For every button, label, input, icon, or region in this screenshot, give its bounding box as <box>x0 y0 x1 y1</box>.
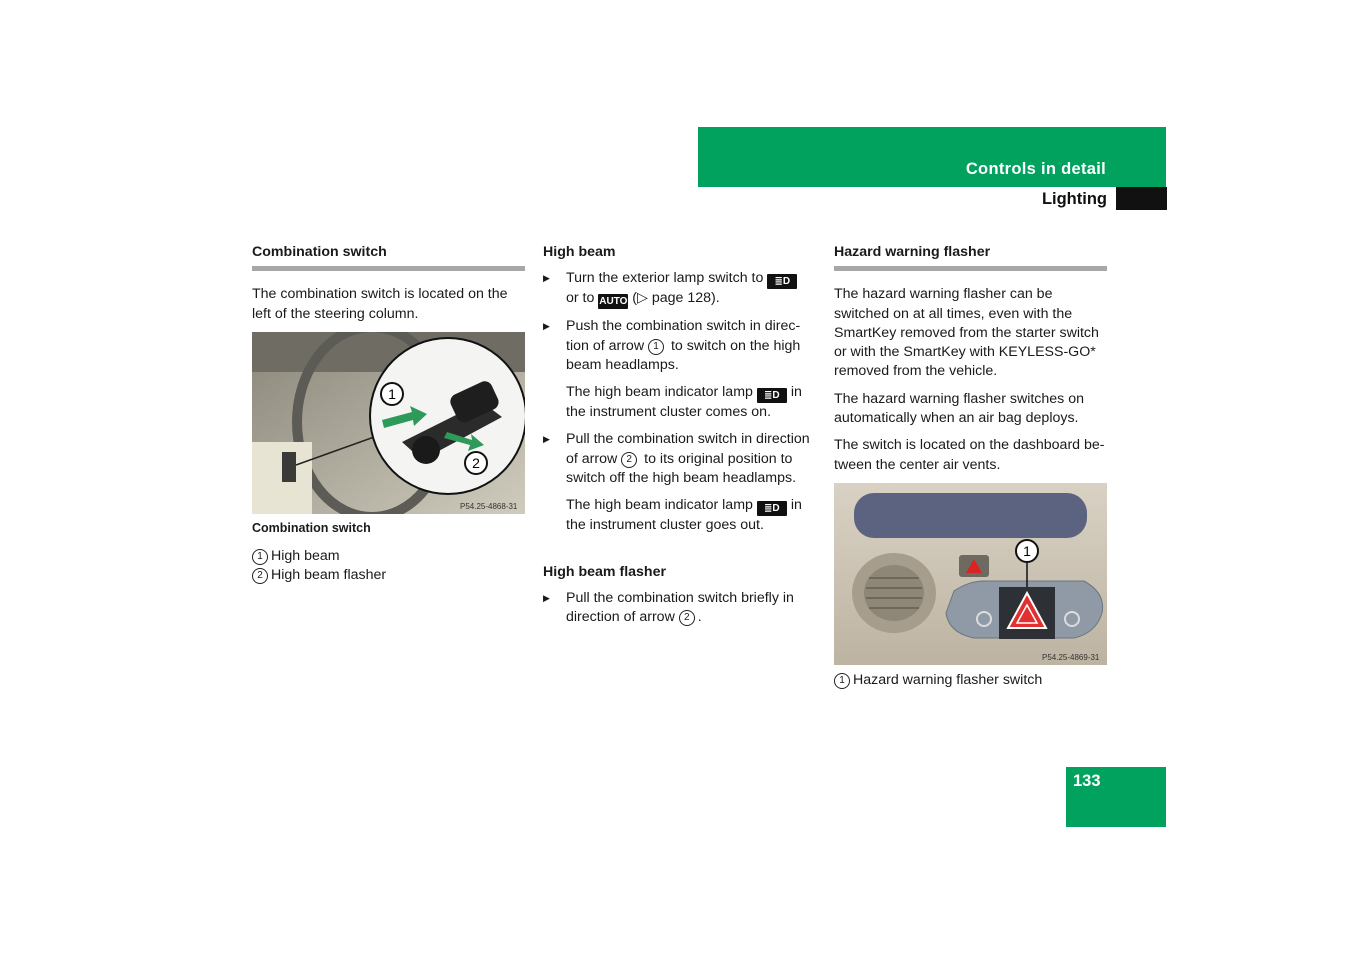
heading-hazard: Hazard warning flasher <box>834 243 1107 271</box>
legend-item: 2 High beam flasher <box>252 566 525 585</box>
heading-combination-switch: Combination switch <box>252 243 525 271</box>
step-pull-switch: ▶ Pull the combination switch in direction of arrow 2 to its original position to switch off the high beam headlamps. <box>543 430 815 488</box>
combination-switch-intro: The combination switch is located on the left of the steering column. <box>252 286 508 322</box>
high-beam-indicator-icon: ≣D <box>757 501 787 516</box>
column-combination-switch <box>252 243 525 586</box>
hazard-switch-image <box>834 483 1107 665</box>
section-tab <box>1116 187 1167 210</box>
header-band <box>698 127 1166 187</box>
heading-high-beam-flasher: High beam flasher <box>543 563 666 580</box>
hazard-p3: The switch is located on the dashboard be-tween the center air vents. <box>834 437 1105 473</box>
column-hazard <box>834 243 1107 690</box>
step-push-switch: ▶ Push the combination switch in direc-tion of arrow 1 to switch on the high beam headlamps. <box>543 317 815 375</box>
image-caption: Combination switch <box>252 520 371 535</box>
note-indicator-off: The high beam indicator lamp ≣D in the instrument cluster goes out. <box>566 497 802 534</box>
callout-1: 1 <box>388 385 396 402</box>
legend-item: 1 Hazard warning flasher switch <box>834 671 1107 690</box>
hazard-p1: The hazard warning flasher can be switched on at all times, even with the SmartKey removed from the starter switch or with the SmartKey with KEYLESS-GO* removed from the vehicle. <box>834 286 1099 380</box>
page-number-box <box>1066 767 1166 827</box>
step-flasher: ▶ Pull the combination switch briefly in direction of arrow 2 . <box>543 589 815 628</box>
callout-1: 1 <box>1023 542 1031 559</box>
step-turn-lamp-switch: ▶ Turn the exterior lamp switch to ≣D or to AUTO (▷ page 128). <box>543 269 815 309</box>
page-number: 133 <box>1073 772 1101 790</box>
callout-2: 2 <box>472 454 480 471</box>
image-code: P54.25-4868-31 <box>460 501 518 511</box>
high-beam-headlamp-icon: ≣D <box>767 274 797 289</box>
auto-light-icon: AUTO <box>599 296 628 308</box>
legend-item: 1 High beam <box>252 547 525 566</box>
subsection-title: Lighting <box>1041 190 1107 208</box>
combination-switch-image <box>252 332 525 514</box>
heading-high-beam: High beam <box>543 244 616 260</box>
high-beam-indicator-icon: ≣D <box>757 388 787 403</box>
column-high-beam <box>543 243 815 636</box>
note-indicator-on: The high beam indicator lamp ≣D in the instrument cluster comes on. <box>566 384 802 421</box>
hazard-p2: The hazard warning flasher switches on automatically when an air bag deploys. <box>834 390 1084 427</box>
image-code: P54.25-4869-31 <box>1042 652 1100 662</box>
section-title: Controls in detail <box>965 160 1106 178</box>
